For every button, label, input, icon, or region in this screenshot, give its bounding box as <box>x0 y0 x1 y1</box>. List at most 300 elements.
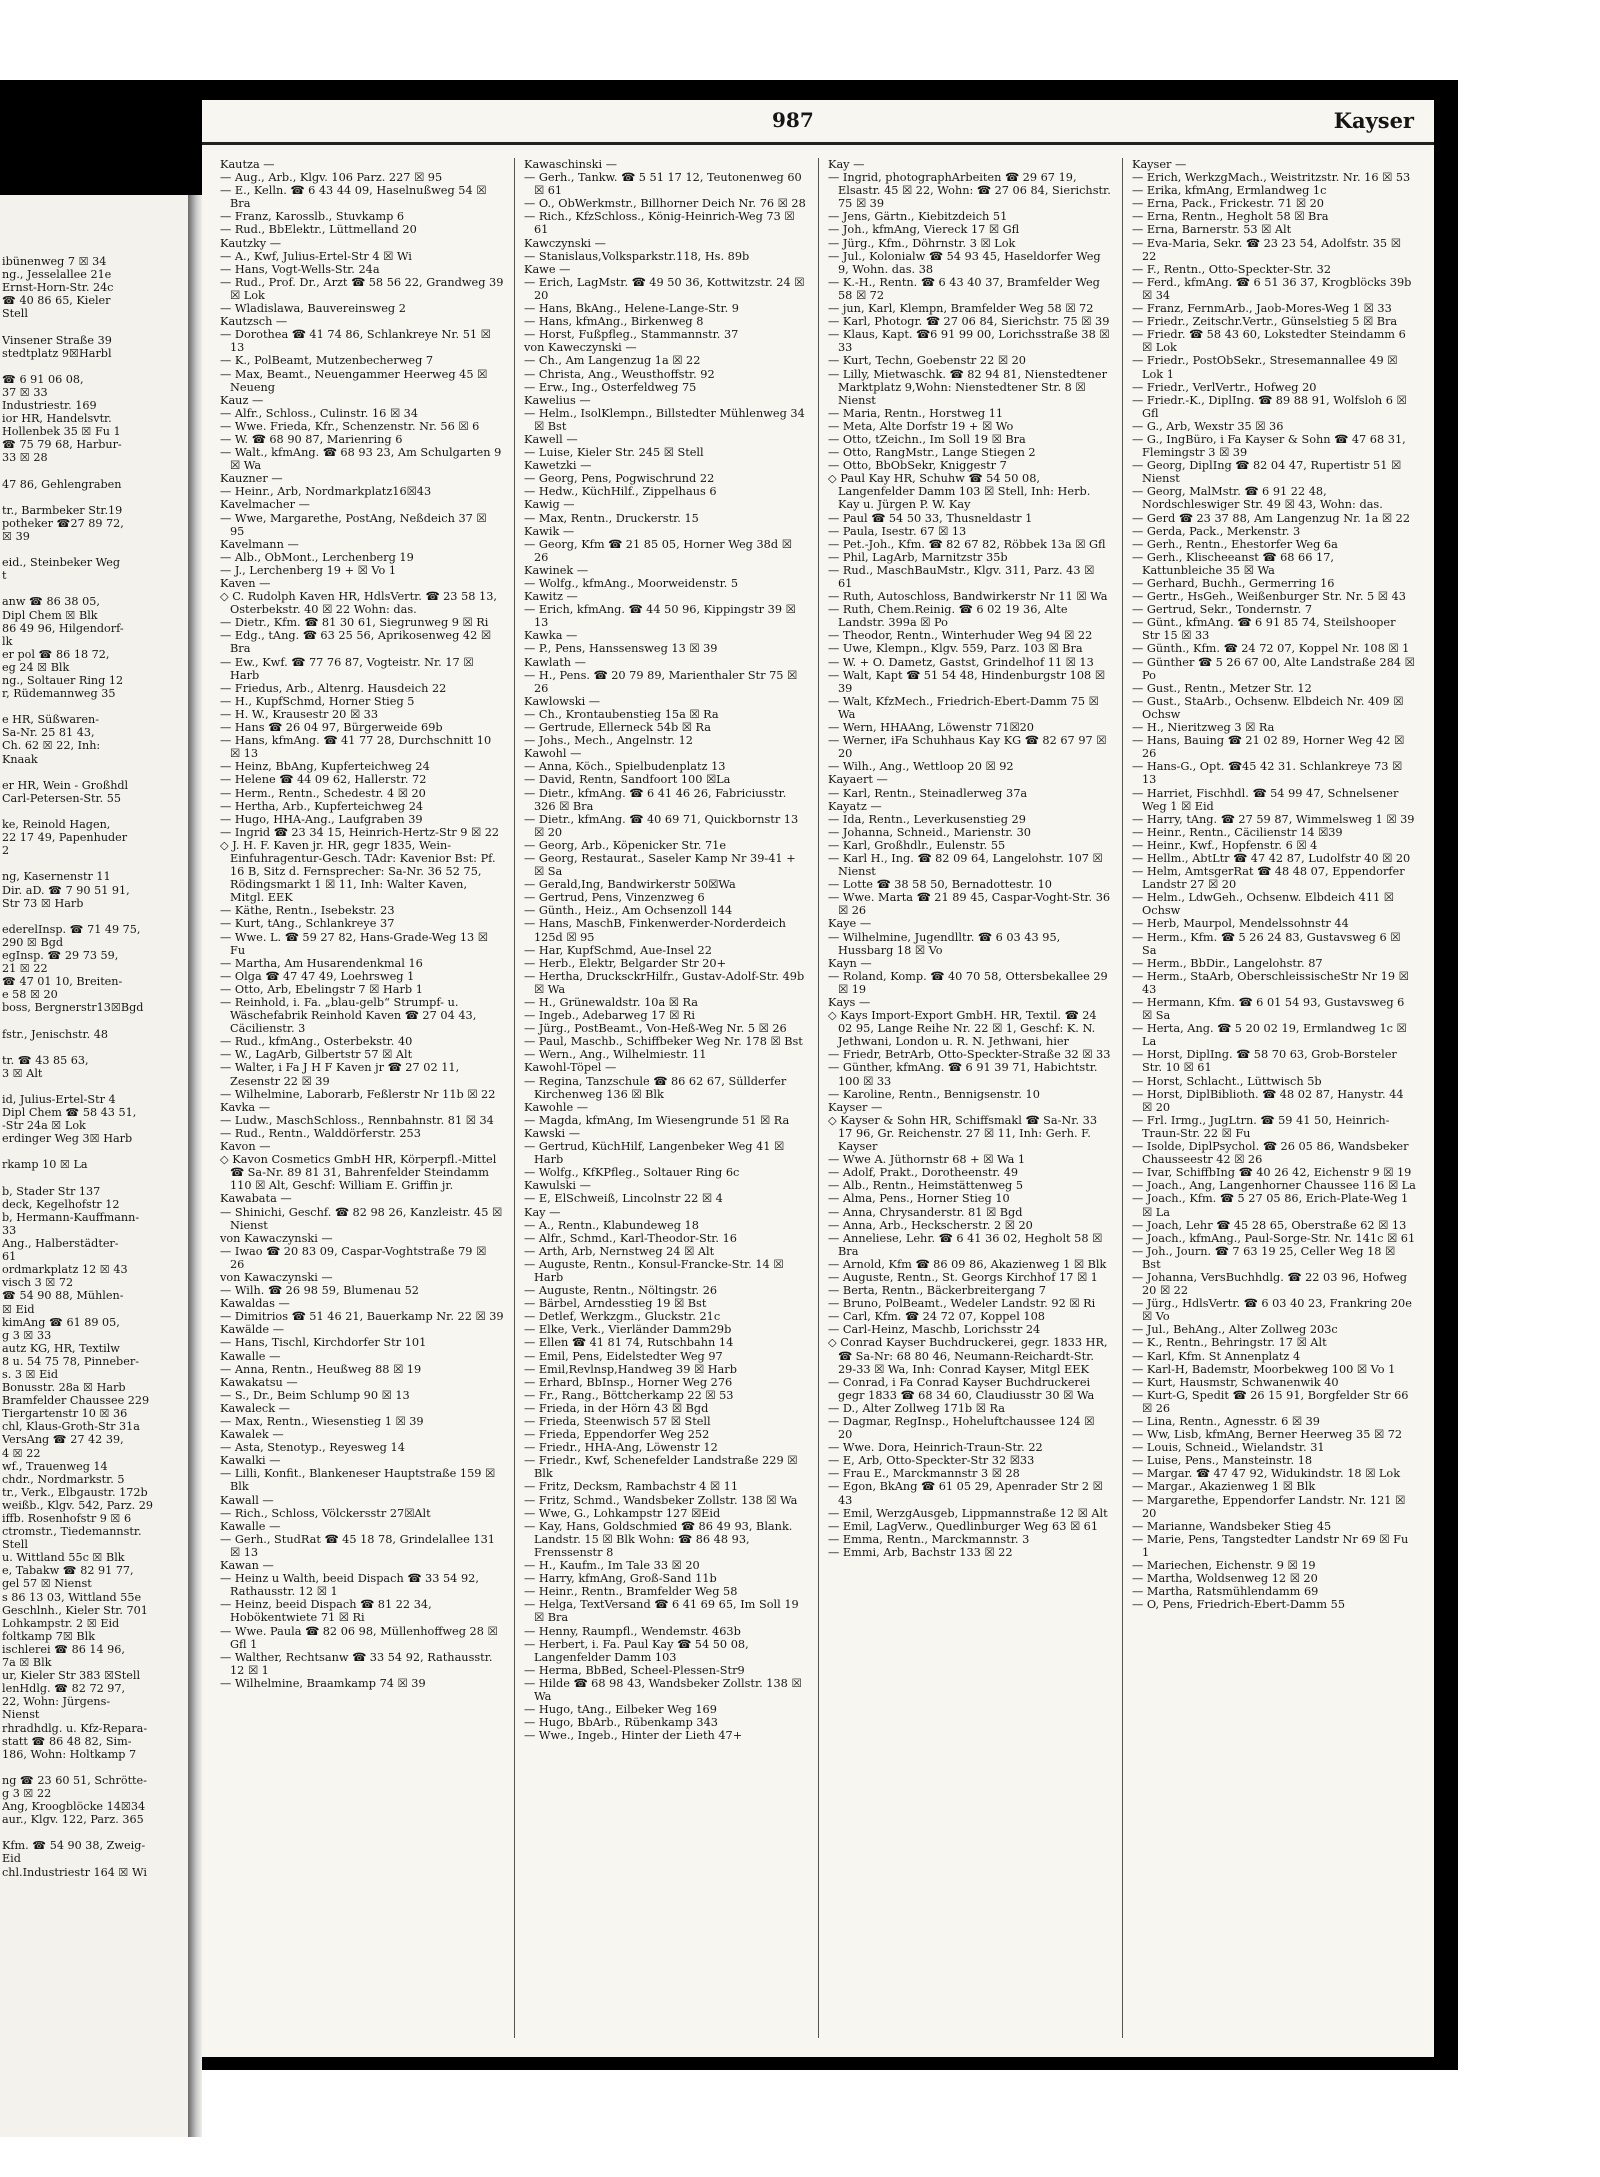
left-page <box>0 195 188 2137</box>
left-fragment-line: ☒ 39 <box>2 529 30 543</box>
directory-entry: — Ingrid, photographArbeiten ☎ 29 67 19, Elsastr. 45 ☒ 22, Wohn: ☎ 27 06 84, Sierichstr. 75 ☒ 39 <box>828 171 1111 211</box>
directory-entry: — Mariechen, Eichenstr. 9 ☒ 19 <box>1132 1559 1316 1573</box>
directory-entry: — Otto, Arb, Ebelingstr 7 ☒ Harb 1 <box>220 982 423 996</box>
directory-entry: — G., IngBüro, i Fa Kayser & Sohn ☎ 47 68 31, Flemingstr 3 ☒ 39 <box>1132 432 1406 460</box>
directory-entry: — Günth., Kfm. ☎ 24 72 07, Koppel Nr. 108 ☒ 1 <box>1132 642 1410 656</box>
directory-entry: — Phil, LagArb, Marnitzstr 35b <box>828 550 1008 564</box>
directory-entry: — Auguste, Rentn., Nöltingstr. 26 <box>524 1284 718 1298</box>
directory-entry: — Kay, Hans, Goldschmied ☎ 86 49 93, Blank. Landstr. 15 ☒ Blk Wohn: ☎ 86 48 93, Frenssenstr 8 <box>524 1519 793 1559</box>
left-fragment-line: 61 <box>2 1250 17 1264</box>
left-fragment-line: eid., Steinbeker Weg <box>2 556 121 570</box>
directory-entry: — Olga ☎ 47 47 49, Loehrsweg 1 <box>220 969 415 983</box>
directory-entry: — Hilde ☎ 68 98 43, Wandsbeker Zollstr. 138 ☒ Wa <box>524 1676 802 1703</box>
surname-heading: Kays — <box>828 996 871 1009</box>
directory-entry: — Gertrud, Pens, Vinzenzweg 6 <box>524 891 705 905</box>
left-fragment-line: 21 ☒ 22 <box>2 962 48 976</box>
directory-entry: — Isolde, DiplPsychol. ☎ 26 05 86, Wandsbeker Chausseestr 42 ☒ 26 <box>1132 1140 1409 1167</box>
directory-entry: — Herbert, i. Fa. Paul Kay ☎ 54 50 08, Langenfelder Damm 103 <box>524 1637 749 1664</box>
directory-entry: — Erw., Ing., Osterfeldweg 75 <box>524 380 697 394</box>
directory-entry: — Marie, Pens, Tangstedter Landstr Nr 69 ☒ Fu 1 <box>1132 1532 1409 1559</box>
directory-entry: — P., Pens, Hanssensweg 13 ☒ 39 <box>524 642 718 656</box>
surname-heading: Kawski — <box>524 1126 580 1140</box>
directory-entry: — Hertha, Arb., Kupferteichweg 24 <box>220 799 424 813</box>
left-fragment-line: Ang., Halberstädter- <box>2 1237 119 1251</box>
directory-entry: — Pet.-Joh., Kfm. ☎ 82 67 82, Röbbek 13a ☒ Gfl <box>828 537 1106 551</box>
directory-entry: — Rud., kfmAng., Osterbekstr. 40 <box>220 1035 413 1049</box>
surname-heading: Kaven — <box>220 577 271 590</box>
directory-entry: — Otto, BbObSekr, Kniggestr 7 <box>828 459 1007 473</box>
left-fragment-line: potheker ☎27 89 72, <box>2 516 124 530</box>
directory-entry: — Karl-H, Bademstr, Moorbekweg 100 ☒ Vo 1 <box>1132 1362 1396 1376</box>
left-fragment-line: chl.Industriestr 164 ☒ Wi <box>2 1865 147 1879</box>
directory-entry: — H., Pens. ☎ 20 79 89, Marienthaler Str 75 ☒ 26 <box>524 668 798 695</box>
directory-entry: — Erich, kfmAng. ☎ 44 50 96, Kippingstr 39 ☒ 13 <box>524 603 796 630</box>
directory-entry: — Georg, DiplIng ☎ 82 04 47, Rupertistr 51 ☒ Nienst <box>1132 459 1402 486</box>
directory-entry: — Friedr., VerlVertr., Hofweg 20 <box>1132 380 1317 394</box>
directory-entry: — Ingrid ☎ 23 34 15, Heinrich-Hertz-Str 9 ☒ 22 <box>220 825 500 839</box>
left-fragment-line: 186, Wohn: Holtkamp 7 <box>2 1747 137 1761</box>
left-fragment-line: lk <box>2 634 13 648</box>
directory-entry: — O, Pens, Friedrich-Ebert-Damm 55 <box>1132 1598 1346 1612</box>
directory-entry: — Herm., StaArb, OberschleissischeStr Nr 19 ☒ 43 <box>1132 969 1409 996</box>
left-fragment-line: r, Rüdemannweg 35 <box>2 687 116 701</box>
directory-entry: — Georg, MalMstr. ☎ 6 91 22 48, Nordschleswiger Str. 49 ☒ 43, Wohn: das. <box>1132 485 1383 512</box>
column-divider <box>514 158 515 2038</box>
left-fragment-line: eg 24 ☒ Blk <box>2 660 70 674</box>
left-fragment-line: 47 86, Gehlengraben <box>2 477 122 491</box>
directory-entry: — Jul., BehAng., Alter Zollweg 203c <box>1132 1323 1338 1337</box>
left-fragment-line: kimAng ☎ 61 89 05, <box>2 1315 120 1329</box>
directory-entry: — Friedr. ☎ 58 43 60, Lokstedter Steindamm 6 ☒ Lok <box>1132 328 1406 355</box>
directory-entry: — Hugo, BbArb., Rübenkamp 343 <box>524 1716 718 1730</box>
directory-entry: — A., Rentn., Klabundeweg 18 <box>524 1218 699 1232</box>
directory-entry: — Hans-G., Opt. ☎45 42 31. Schlankreye 73 ☒ 13 <box>1132 760 1403 787</box>
surname-heading: Kawaschinski — <box>524 158 618 171</box>
left-fragment-line: erdinger Weg 3☒ Harb <box>2 1132 133 1146</box>
directory-entry: — Günther, kfmAng. ☎ 6 91 39 71, Habichtstr. 100 ☒ 33 <box>828 1061 1098 1088</box>
directory-entry: — Gerh., StudRat ☎ 45 18 78, Grindelallee 131 ☒ 13 <box>220 1532 495 1559</box>
directory-entry: — Helm, AmtsgerRat ☎ 48 48 07, Eppendorfer Landstr 27 ☒ 20 <box>1132 865 1405 892</box>
left-fragment-line <box>2 1172 186 1185</box>
directory-entry: — Emil,Revlnsp,Handweg 39 ☒ Harb <box>524 1362 737 1376</box>
directory-entry: — Wwe. Frieda, Kfr., Schenzenstr. Nr. 56 ☒ 6 <box>220 419 480 433</box>
directory-entry: — Kurt, tAng., Schlankreye 37 <box>220 917 395 931</box>
surname-heading: Kayser — <box>1132 158 1187 171</box>
left-fragment-line: Geschlnh., Kieler Str. 701 <box>2 1603 148 1617</box>
directory-entry: — Werner, iFa Schuhhaus Kay KG ☎ 82 67 97 ☒ 20 <box>828 734 1107 761</box>
left-fragment-line: b, Stader Str 137 <box>2 1184 101 1198</box>
directory-entry: — Hans, kfmAng. ☎ 41 77 28, Durchschnitt 10 ☒ 13 <box>220 734 492 761</box>
directory-entry: — Friedus, Arb., Altenrg. Hausdeich 22 <box>220 681 447 695</box>
directory-entry: — Uwe, Klempn., Klgv. 559, Parz. 103 ☒ Bra <box>828 642 1083 656</box>
left-fragment-line: 22 17 49, Papenhuder <box>2 831 128 845</box>
directory-entry: — Helene ☎ 44 09 62, Hallerstr. 72 <box>220 773 427 787</box>
directory-entry: — Frieda, Eppendorfer Weg 252 <box>524 1428 710 1442</box>
directory-entry: — Franz, FernmArb., Jaob-Mores-Weg 1 ☒ 33 <box>1132 302 1392 316</box>
surname-heading: Kawaleck — <box>220 1401 290 1415</box>
directory-entry: — K., Rentn., Behringstr. 17 ☒ Alt <box>1132 1336 1327 1350</box>
directory-entry: — Wwe A. Jüthornstr 68 + ☒ Wa 1 <box>828 1153 1026 1167</box>
left-fragment-line: aur., Klgv. 122, Parz. 365 <box>2 1813 144 1827</box>
left-fragment-line <box>2 700 186 713</box>
directory-entry: — Walther, Rechtsanw ☎ 33 54 92, Rathausstr. 12 ☒ 1 <box>220 1650 493 1677</box>
directory-entry: — Alb., ObMont., Lerchenberg 19 <box>220 550 414 564</box>
left-fragment-line: ng, Kasernenstr 11 <box>2 870 111 884</box>
left-fragment-line <box>2 1826 186 1839</box>
directory-entry: — Wwe., Ingeb., Hinter der Lieth 47+ <box>524 1729 743 1743</box>
left-fragment-line: 3 ☒ Alt <box>2 1066 43 1080</box>
directory-entry: — Georg, Kfm ☎ 21 85 05, Horner Weg 38d ☒ 26 <box>524 537 792 564</box>
left-fragment-line: Vinsener Straße 39 <box>2 333 112 347</box>
left-fragment-line: er HR, Wein - Großhdl <box>2 778 129 792</box>
left-fragment-line: u. Wittland 55c ☒ Blk <box>2 1551 125 1565</box>
directory-entry: — Dietr., kfmAng. ☎ 40 69 71, Quickbornstr 13 ☒ 20 <box>524 812 799 839</box>
directory-entry: — Gerh., Tankw. ☎ 5 51 17 12, Teutonenweg 60 ☒ 61 <box>524 171 802 198</box>
directory-entry: — Günth., Heiz., Am Ochsenzoll 144 <box>524 904 733 918</box>
directory-entry: — Harriet, Fischhdl. ☎ 54 99 47, Schnelsener Weg 1 ☒ Eid <box>1132 786 1399 813</box>
directory-entry: — Herm., BbDir., Langelohstr. 87 <box>1132 956 1323 970</box>
directory-entry: — Dorothea ☎ 41 74 86, Schlankreye Nr. 51 ☒ 13 <box>220 328 491 355</box>
left-fragment-line: ke, Reinold Hagen, <box>2 818 111 832</box>
directory-entry: — Rud., MaschBauMstr., Klgv. 311, Parz. 43 ☒ 61 <box>828 563 1095 590</box>
directory-entry: — Heinz u Walth, beeid Dispach ☎ 33 54 92, Rathausstr. 12 ☒ 1 <box>220 1572 479 1599</box>
directory-entry: — Friedr., Kwf, Schenefelder Landstraße 229 ☒ Blk <box>524 1454 798 1481</box>
left-fragment-line <box>2 465 186 478</box>
left-fragment-line: ☎ 40 86 65, Kieler <box>2 294 111 308</box>
directory-entry: — Detlef, Werkzgm., Gluckstr. 21c <box>524 1310 721 1324</box>
directory-entry: — Magda, kfmAng, Im Wiesengrunde 51 ☒ Ra <box>524 1113 790 1127</box>
directory-entry: — Herb, Maurpol, Mendelssohnstr 44 <box>1132 917 1349 931</box>
left-fragment-line: Tiergartenstr 10 ☒ 36 <box>2 1407 128 1421</box>
directory-entry: — Ruth, Autoschloss, Bandwirkerstr Nr 11 ☒ Wa <box>828 590 1108 604</box>
surname-heading: Kayatz — <box>828 799 882 813</box>
left-fragment-line <box>2 805 186 818</box>
directory-entry: — Elke, Verk., Vierländer Damm29b <box>524 1323 732 1337</box>
directory-entry: — Dietr., Kfm. ☎ 81 30 61, Siegrunweg 9 ☒ Ri <box>220 616 489 630</box>
surname-heading: Kawinek — <box>524 563 589 577</box>
surname-heading: Kawalki — <box>220 1454 281 1468</box>
directory-entry: — Auguste, Rentn., Konsul-Francke-Str. 14 ☒ Harb <box>524 1257 784 1284</box>
directory-entry: — Friedr.-K., DiplIng. ☎ 89 88 91, Wolfsloh 6 ☒ Gfl <box>1132 393 1407 420</box>
directory-entry: — Gerda, Pack., Merkenstr. 3 <box>1132 524 1301 538</box>
directory-entry: — Herm., Kfm. ☎ 5 26 24 83, Gustavsweg 6 ☒ Sa <box>1132 930 1401 957</box>
directory-entry: — Hans ☎ 26 04 97, Bürgerweide 69b <box>220 721 443 735</box>
directory-entry: — Ivar, SchiffbIng ☎ 40 26 42, Eichenstr 9 ☒ 19 <box>1132 1166 1412 1180</box>
directory-entry: — Margarethe, Eppendorfer Landstr. Nr. 121 ☒ 20 <box>1132 1493 1406 1520</box>
directory-entry: — Rud., Rentn., Walddörferstr. 253 <box>220 1126 421 1140</box>
left-fragment-line: ng ☎ 23 60 51, Schrötte- <box>2 1773 147 1787</box>
directory-entry: — Fritz, Decksm, Rambachstr 4 ☒ 11 <box>524 1480 739 1494</box>
surname-heading: von Kawaczynski — <box>220 1231 333 1245</box>
directory-entry: — Ellen ☎ 41 81 74, Rutschbahn 14 <box>524 1336 734 1350</box>
left-fragment-line: ☒ Eid <box>2 1302 35 1316</box>
left-fragment-line <box>2 491 186 504</box>
directory-entry: — Joh., Journ. ☎ 7 63 19 25, Celler Weg 18 ☒ Bst <box>1132 1244 1396 1271</box>
left-fragment-line <box>2 1761 186 1774</box>
left-fragment-line: ng., Jesselallee 21e <box>2 268 112 282</box>
directory-entry: — Anna, Köch., Spielbudenplatz 13 <box>524 760 726 774</box>
directory-entry: — Günt., kfmAng. ☎ 6 91 85 74, Steilshooper Str 15 ☒ 33 <box>1132 616 1396 643</box>
surname-heading: Kay — <box>524 1205 561 1219</box>
left-fragment-line: VersAng ☎ 27 42 39, <box>2 1433 124 1447</box>
left-fragment-line: tr., Barmbeker Str.19 <box>2 503 123 517</box>
left-fragment-line: ☎ 75 79 68, Harbur- <box>2 438 122 452</box>
directory-entry: — Alfr., Schmd., Karl-Theodor-Str. 16 <box>524 1231 737 1245</box>
directory-entry: — Wwe. Marta ☎ 21 89 45, Caspar-Voght-Str. 36 ☒ 26 <box>828 891 1111 918</box>
left-fragment-line <box>2 582 186 595</box>
directory-entry: — Emil, WerzgAusgeb, Lippmannstraße 12 ☒ Alt <box>828 1506 1108 1520</box>
left-fragment-line: chl, Klaus-Groth-Str 31a <box>2 1420 140 1434</box>
directory-entry: — Edg., tAng. ☎ 63 25 56, Aprikosenweg 42 ☒ Bra <box>220 629 491 656</box>
left-fragment-line: rkamp 10 ☒ La <box>2 1158 88 1172</box>
directory-entry: — Walt., kfmAng. ☎ 68 93 23, Am Schulgarten 9 ☒ Wa <box>220 446 502 473</box>
directory-entry: — Otto, RangMstr., Lange Stiegen 2 <box>828 446 1036 460</box>
directory-entry: — Bruno, PolBeamt., Wedeler Landstr. 92 ☒ Ri <box>828 1297 1096 1311</box>
surname-heading: Kayser — <box>828 1100 883 1114</box>
directory-entry: — Auguste, Rentn., St. Georgs Kirchhof 17 ☒ 1 <box>828 1270 1098 1284</box>
directory-entry: — Frl. Irmg., JugLtrn. ☎ 59 41 50, Heinrich-Traun-Str. 22 ☒ Fu <box>1132 1113 1390 1140</box>
left-fragment-line: fstr., Jenischstr. 48 <box>2 1027 108 1041</box>
surname-heading: Kawig — <box>524 498 575 512</box>
directory-entry: — Wern., Ang., Wilhelmiestr. 11 <box>524 1048 707 1062</box>
directory-entry: — Christa, Ang., Weusthoffstr. 92 <box>524 367 715 381</box>
directory-entry: — H., Kaufm., Im Tale 33 ☒ 20 <box>524 1559 700 1573</box>
directory-entry: — Ferd., kfmAng. ☎ 6 51 36 37, Krogblöcks 39b ☒ 34 <box>1132 275 1412 302</box>
directory-entry: — Frau E., Marckmannstr 3 ☒ 28 <box>828 1467 1020 1481</box>
left-fragment-line <box>2 1080 186 1093</box>
directory-entry: — Dimitrios ☎ 51 46 21, Bauerkamp Nr. 22 ☒ 39 <box>220 1310 504 1324</box>
left-fragment-line: b, Hermann-Kauffmann- <box>2 1210 140 1224</box>
left-fragment-line: Knaak <box>2 752 38 766</box>
directory-entry: — Herta, Ang. ☎ 5 20 02 19, Ermlandweg 1c ☒ La <box>1132 1022 1407 1049</box>
directory-entry: ◇ Conrad Kayser Buchdruckerei, gegr. 1833 HR, ☎ Sa-Nr: 68 80 46, Neumann-Reichardt-Str. 29-33 ☒ Wa, Inh: Conrad Kayser, Mitgl EEK <box>828 1336 1108 1376</box>
directory-entry: — Har, KupfSchmd, Aue-Insel 22 <box>524 943 712 957</box>
directory-entry: — Gerh., Klischeeanst ☎ 68 66 17, Kattunbleiche 35 ☒ Wa <box>1132 550 1334 577</box>
left-fragment-line: Eid <box>2 1852 21 1866</box>
directory-column-1 <box>220 158 504 1690</box>
left-fragment-line: ☎ 47 01 10, Breiten- <box>2 975 123 989</box>
left-fragment-line: visch 3 ☒ 72 <box>2 1276 74 1290</box>
left-fragment-line: ng., Soltauer Ring 12 <box>2 674 124 687</box>
directory-entry: — Martha, Ratsmühlendamm 69 <box>1132 1585 1319 1599</box>
surname-heading: Kavelmacher — <box>220 498 310 512</box>
left-fragment-line: autz KG, HR, Textilw <box>2 1341 120 1355</box>
directory-entry: — jun, Karl, Klempn, Bramfelder Weg 58 ☒ 72 <box>828 302 1094 316</box>
left-fragment-line: s 86 13 03, Wittland 55e <box>2 1590 142 1604</box>
directory-column-2 <box>524 158 808 1742</box>
directory-entry: — Carl, Kfm. ☎ 24 72 07, Koppel 108 <box>828 1310 1045 1324</box>
surname-heading: Kawelius — <box>524 393 591 407</box>
surname-heading: Kawlath — <box>524 655 586 669</box>
surname-heading: Kawetzki — <box>524 459 592 473</box>
directory-entry: — Helga, TextVersand ☎ 6 41 69 65, Im Soll 19 ☒ Bra <box>524 1598 799 1625</box>
directory-entry: — Martha, Woldsenweg 12 ☒ 20 <box>1132 1572 1318 1586</box>
surname-heading: Kawalle — <box>220 1519 281 1533</box>
directory-entry: — Karl, Photogr. ☎ 27 06 84, Sierichstr. 75 ☒ 39 <box>828 315 1110 329</box>
directory-entry: — Klaus, Kapt. ☎6 91 99 00, Lorichsstraße 38 ☒ 33 <box>828 328 1110 355</box>
surname-heading: Kauz — <box>220 393 264 407</box>
directory-entry: — A., Kwf, Julius-Ertel-Str 4 ☒ Wi <box>220 249 412 263</box>
surname-heading: Kautzsch — <box>220 315 288 329</box>
surname-heading: Kautza — <box>220 158 275 171</box>
surname-heading: Kawan — <box>220 1559 274 1573</box>
surname-heading: Kawulski — <box>524 1179 591 1193</box>
left-fragment-line: gel 57 ☒ Nienst <box>2 1577 92 1591</box>
directory-entry: — Hugo, HHA-Ang., Laufgraben 39 <box>220 812 423 826</box>
left-fragment-line <box>2 1014 186 1027</box>
directory-entry: — Wwe. Dora, Heinrich-Traun-Str. 22 <box>828 1441 1043 1455</box>
directory-entry: — Karl, Rentn., Steinadlerweg 37a <box>828 786 1028 800</box>
directory-entry: — Hans, Tischl, Kirchdorfer Str 101 <box>220 1336 427 1350</box>
directory-entry: — J., Lerchenberg 19 + ☒ Vo 1 <box>220 563 397 577</box>
directory-entry: — Ingeb., Adebarweg 17 ☒ Ri <box>524 1009 695 1023</box>
directory-entry: — Joach, Lehr ☎ 45 28 65, Oberstraße 62 ☒ 13 <box>1132 1218 1407 1232</box>
directory-entry: — Regina, Tanzschule ☎ 86 62 67, Süllderfer Kirchenweg 136 ☒ Blk <box>524 1074 787 1101</box>
directory-entry: — Gerh., Rentn., Ehestorfer Weg 6a <box>1132 537 1338 551</box>
directory-entry: — David, Rentn, Sandfoort 100 ☒La <box>524 773 731 787</box>
running-head: Kayser <box>1333 108 1414 133</box>
directory-entry: — Conrad, i Fa Conrad Kayser Buchdruckerei gegr 1833 ☎ 68 34 60, Claudiusstr 30 ☒ Wa <box>828 1375 1095 1402</box>
left-fragment-line: ☎ 6 91 06 08, <box>2 372 84 386</box>
left-fragment-line: iffb. Rosenhofstr 9 ☒ 6 <box>2 1512 132 1525</box>
directory-entry: — Heinz, BbAng, Kupferteichweg 24 <box>220 760 430 774</box>
directory-entry: ◇ Kavon Cosmetics GmbH HR, Körperpfl.-Mittel ☎ Sa-Nr. 89 81 31, Bahrenfelder Steindamm 110 ☒ Alt, Geschf: William E. Griffin jr. <box>220 1153 497 1193</box>
left-fragment-line: e, Tabakw ☎ 82 91 77, <box>2 1564 134 1578</box>
left-fragment-line: Dipl Chem ☎ 58 43 51, <box>2 1106 137 1120</box>
directory-entry: — Hans, MaschB, Finkenwerder-Norderdeich 125d ☒ 95 <box>524 917 786 944</box>
directory-entry: — Max, Rentn., Wiesenstieg 1 ☒ 39 <box>220 1415 424 1428</box>
left-fragment-line: tr. ☎ 43 85 63, <box>2 1053 89 1067</box>
directory-entry: — Johanna, VersBuchhdlg. ☎ 22 03 96, Hofweg 20 ☒ 22 <box>1132 1270 1407 1298</box>
directory-entry: — Käthe, Rentn., Isebekstr. 23 <box>220 904 395 918</box>
column-divider <box>1122 158 1123 2038</box>
directory-entry: — Iwao ☎ 20 83 09, Caspar-Voghtstraße 79 ☒ 26 <box>220 1244 487 1271</box>
directory-entry: — Wwe. L. ☎ 59 27 82, Hans-Grade-Weg 13 ☒ Fu <box>220 930 488 957</box>
surname-heading: Kayaert — <box>828 773 888 787</box>
directory-entry: — Erna, Pack., Frickestr. 71 ☒ 20 <box>1132 197 1324 211</box>
directory-entry: — K., PolBeamt, Mutzenbecherweg 7 <box>220 354 434 368</box>
directory-entry: — Erich, LagMstr. ☎ 49 50 36, Kottwitzstr. 24 ☒ 20 <box>524 275 805 302</box>
left-fragment-line: chdr., Nordmarkstr. 5 <box>2 1472 125 1486</box>
directory-entry: — Ida, Rentn., Leverkusenstieg 29 <box>828 812 1026 826</box>
left-fragment-line: ctromstr., Tiedemannstr. <box>2 1525 142 1539</box>
surname-heading: Kawell — <box>524 432 578 446</box>
directory-entry: — Heinr., Rentn., Bramfelder Weg 58 <box>524 1585 738 1599</box>
directory-entry: — Wilh., Ang., Wettloop 20 ☒ 92 <box>828 760 1014 774</box>
directory-entry: — E, ElSchweiß, Lincolnstr 22 ☒ 4 <box>524 1192 723 1206</box>
directory-entry: — Max, Rentn., Druckerstr. 15 <box>524 511 699 525</box>
directory-entry: — Asta, Stenotyp., Reyesweg 14 <box>220 1441 405 1455</box>
surname-heading: Kawakatsu — <box>220 1375 298 1389</box>
directory-entry: — Anna, Chrysanderstr. 81 ☒ Bgd <box>828 1205 1023 1219</box>
left-fragment-line: id, Julius-Ertel-Str 4 <box>2 1093 116 1106</box>
surname-heading: Kautzky — <box>220 236 282 250</box>
directory-entry: — Jürg., HdlsVertr. ☎ 6 03 40 23, Frankring 20e ☒ Vo <box>1132 1297 1412 1324</box>
directory-entry: — Theodor, Rentn., Winterhuder Weg 94 ☒ 22 <box>828 629 1093 643</box>
directory-entry: — G., Arb, Wexstr 35 ☒ 36 <box>1132 419 1284 433</box>
directory-entry: — Gertr., HsGeh., Weißenburger Str. Nr. 5 ☒ 43 <box>1132 590 1406 604</box>
directory-entry: — Gerhard, Buchh., Germerring 16 <box>1132 577 1335 590</box>
surname-heading: Kawohl-Töpel — <box>524 1061 617 1075</box>
directory-entry: — Rud., BbElektr., Lüttmelland 20 <box>220 223 417 237</box>
directory-entry: ◇ Paul Kay HR, Schuhw ☎ 54 50 08, Langenfelder Damm 103 ☒ Stell, Inh: Herb. Kay u. Jürgen P. W. Kay <box>828 472 1091 512</box>
left-fragment-line: s. 3 ☒ Eid <box>2 1367 59 1381</box>
surname-heading: Kawälde — <box>220 1323 284 1337</box>
directory-entry: — E, Arb, Otto-Speckter-Str 32 ☒33 <box>828 1454 1035 1468</box>
surname-heading: Kawka — <box>524 629 578 643</box>
left-fragment-line <box>2 1145 186 1158</box>
directory-entry: — Erna, Barnerstr. 53 ☒ Alt <box>1132 223 1292 237</box>
directory-entry: — Karoline, Rentn., Bennigsenstr. 10 <box>828 1087 1040 1101</box>
directory-entry: — Gertrude, Ellerneck 54b ☒ Ra <box>524 721 712 735</box>
directory-entry: — Fritz, Schmd., Wandsbeker Zollstr. 138 ☒ Wa <box>524 1493 798 1507</box>
directory-entry: — Hugo, tAng., Eilbeker Weg 169 <box>524 1703 717 1717</box>
directory-entry: — H., Nieritzweg 3 ☒ Ra <box>1132 721 1275 735</box>
directory-entry: — Johanna, Schneid., Marienstr. 30 <box>828 825 1031 839</box>
directory-entry: — Ww, Lisb, kfmAng, Berner Heerweg 35 ☒ 72 <box>1132 1428 1403 1442</box>
left-fragment-line: e 58 ☒ 20 <box>2 988 58 1002</box>
surname-heading: Kawik — <box>524 524 575 538</box>
directory-entry: — Alfr., Schloss., Culinstr. 16 ☒ 34 <box>220 406 419 420</box>
directory-entry: — Paul, Maschb., Schiffbeker Weg Nr. 178 ☒ Bst <box>524 1035 803 1049</box>
surname-heading: Kawalle — <box>220 1349 281 1363</box>
left-fragment-line: stedtplatz 9☒Harbl <box>2 346 112 360</box>
directory-entry: — Wwe, Margarethe, PostAng, Neßdeich 37 ☒ 95 <box>220 511 487 538</box>
directory-entry: — S., Dr., Beim Schlump 90 ☒ 13 <box>220 1388 410 1402</box>
left-fragment-line: Sa-Nr. 25 81 43, <box>2 726 95 740</box>
directory-entry: — H., KupfSchmd, Horner Stieg 5 <box>220 694 415 708</box>
left-fragment-line: Ch. 62 ☒ 22, Inh: <box>2 739 101 753</box>
left-fragment-line: Hollenbek 35 ☒ Fu 1 <box>2 425 121 439</box>
directory-entry: — Helm., LdwGeh., Ochsenw. Elbdeich 411 ☒ Ochsw <box>1132 891 1394 918</box>
surname-heading: Kawohle — <box>524 1100 589 1114</box>
directory-entry: — Gust., StaArb., Ochsenw. Elbdeich Nr. 409 ☒ Ochsw <box>1132 694 1404 721</box>
left-fragment-line: Kfm. ☎ 54 90 38, Zweig- <box>2 1839 146 1853</box>
left-fragment-line: Bonusstr. 28a ☒ Harb <box>2 1381 126 1395</box>
directory-entry: — Lotte ☎ 38 58 50, Bernadottestr. 10 <box>828 878 1052 892</box>
directory-entry: — Hedw., KüchHilf., Zippelhaus 6 <box>524 485 717 499</box>
directory-entry: — O., ObWerkmstr., Billhorner Deich Nr. 76 ☒ 28 <box>524 197 806 211</box>
surname-heading: Kavon — <box>220 1140 271 1154</box>
left-fragment-line: egInsp. ☎ 29 73 59, <box>2 948 119 962</box>
left-fragment-line: 33 <box>2 1223 17 1237</box>
directory-entry: — Kurt, Hausmstr, Schwanenwik 40 <box>1132 1375 1339 1389</box>
directory-entry: — W., LagArb, Gilbertstr 57 ☒ Alt <box>220 1048 413 1062</box>
directory-entry: — Walt, Kapt ☎ 51 54 48, Hindenburgstr 108 ☒ 39 <box>828 668 1105 695</box>
directory-entry: — K.-H., Rentn. ☎ 6 43 40 37, Bramfelder Weg 58 ☒ 72 <box>828 275 1100 302</box>
directory-entry: — Joach., kfmAng., Paul-Sorge-Str. Nr. 141c ☒ 61 <box>1132 1231 1416 1245</box>
directory-entry: — Friedr., Zeitschr.Vertr., Günselstieg 5 ☒ Bra <box>1132 315 1398 329</box>
directory-entry: — W. ☎ 68 90 87, Marienring 6 <box>220 432 403 446</box>
left-fragment-line: wf., Trauenweg 14 <box>2 1459 108 1473</box>
left-fragment-line: Stell <box>2 1538 28 1552</box>
directory-entry: — Wilhelmine, Laborarb, Feßlerstr Nr 11b ☒ 22 <box>220 1087 496 1101</box>
directory-entry: — Wern, HHAAng, Löwenstr 71☒20 <box>828 721 1034 735</box>
directory-entry: — Shinichi, Geschf. ☎ 82 98 26, Kanzleistr. 45 ☒ Nienst <box>220 1205 503 1232</box>
directory-entry: — Gertrud, Sekr., Tondernstr. 7 <box>1132 603 1313 617</box>
directory-entry: — Harry, tAng. ☎ 27 59 87, Wimmelsweg 1 ☒ 39 <box>1132 812 1415 826</box>
directory-entry: — Wilhelmine, Jugendlltr. ☎ 6 03 43 95, Hussbarg 18 ☒ Vo <box>828 930 1061 957</box>
directory-entry: — Friedr., HHA-Ang, Löwenstr 12 <box>524 1441 718 1455</box>
directory-entry: — Margar. ☎ 47 47 92, Widukindstr. 18 ☒ Lok <box>1132 1467 1401 1481</box>
left-fragment-line: ior HR, Handelsvtr. <box>2 412 112 426</box>
left-fragment-line: g 3 ☒ 22 <box>2 1786 52 1800</box>
directory-entry: — Georg, Restaurat., Saseler Kamp Nr 39-41 + ☒ Sa <box>524 851 796 879</box>
directory-entry: — Alb., Rentn., Heimstättenweg 5 <box>828 1179 1024 1193</box>
directory-entry: — Ew., Kwf. ☎ 77 76 87, Vogteistr. Nr. 17 ☒ Harb <box>220 655 474 682</box>
left-fragment-line: ur, Kieler Str 383 ☒Stell <box>2 1669 141 1683</box>
directory-entry: ◇ Kayser & Sohn HR, Schiffsmakl ☎ Sa-Nr. 33 17 96, Gr. Reichenstr. 27 ☒ 11, Inh: Gerh. F. Kayser <box>828 1113 1098 1154</box>
